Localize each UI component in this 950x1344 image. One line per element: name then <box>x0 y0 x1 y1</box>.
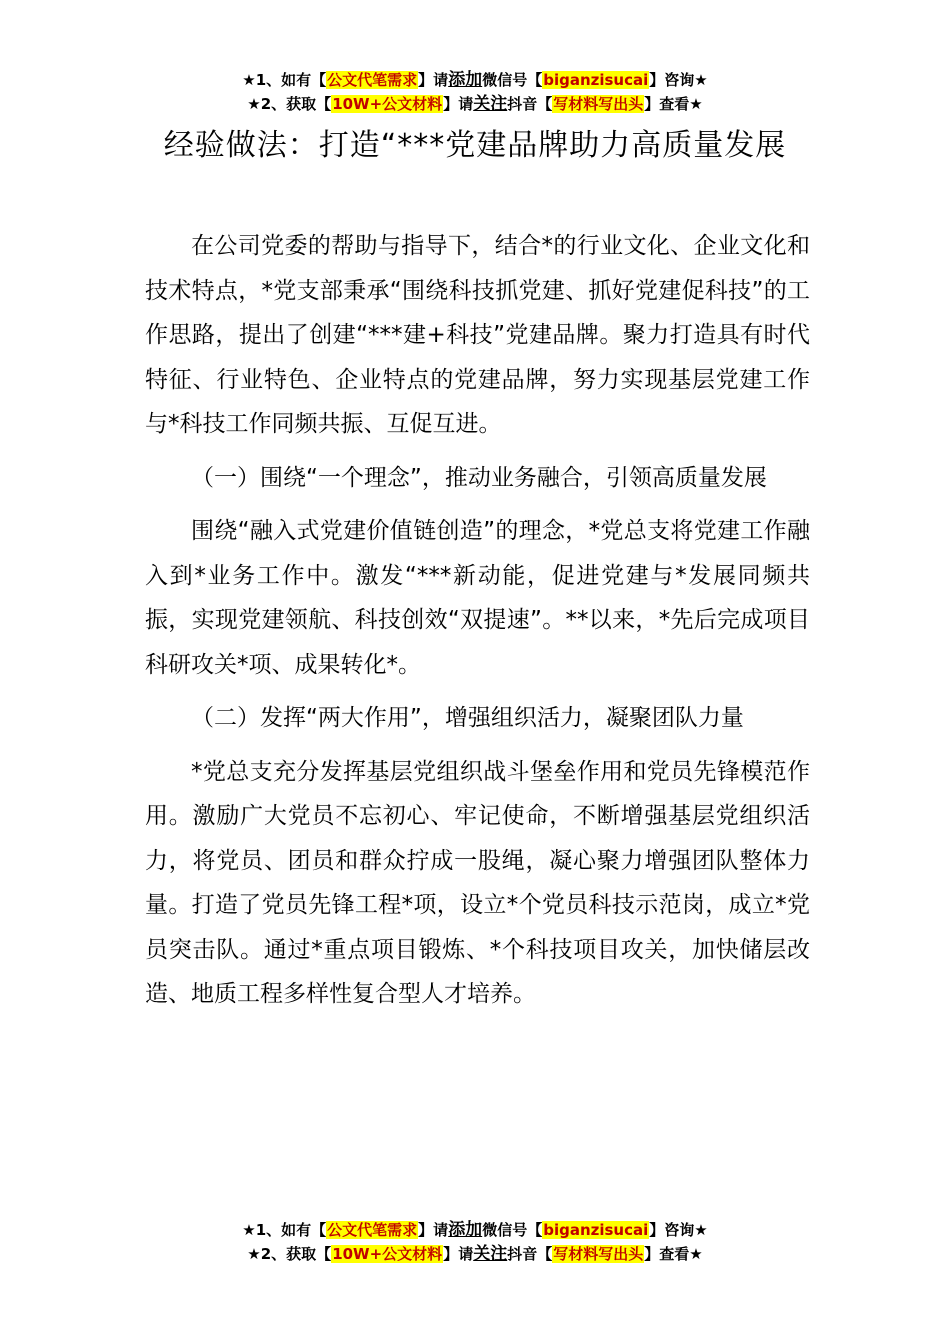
star-icon: ★ <box>694 1221 708 1239</box>
star-icon: ★ <box>694 71 708 89</box>
promo-text: 】查看 <box>644 95 690 113</box>
star-icon: ★ <box>689 95 703 113</box>
header-promo-banner <box>0 68 950 116</box>
body-paragraph: 围绕“融入式党建价值链创造”的理念，*党总支将党建工作融入到*业务工作中。激发“***新动能，促进党建与*发展同频共振，实现党建领航、科技创效“双提速”。**以来，*先后完成项目科研攻关*项、成果转化*。 <box>145 518 810 678</box>
promo-text: 微信号【 <box>482 1221 543 1239</box>
promo-emphasis-add: 添加 <box>448 70 483 90</box>
body-paragraph: *党总支充分发挥基层党组织战斗堡垒作用和党员先锋模范作用。激励广大党员不忘初心、牢记使命，不断增强基层党组织活力，将党员、团员和群众拧成一股绳，凝心聚力增强团队整体力量。打造了党员先锋工程*项，设立*个党员科技示范岗，成立*党员突击队。通过*重点项目锻炼、*个科技项目攻关，加快储层改造、地质工程多样性复合型人才培养。 <box>145 758 810 1007</box>
body-paragraph: 在公司党委的帮助与指导下，结合*的行业文化、企业文化和技术特点，*党支部秉承“围绕科技抓党建、抓好党建促科技”的工作思路，提出了创建“***建+科技”党建品牌。聚力打造具有时代特征、行业特色、企业特点的党建品牌，努力实现基层党建工作与*科技工作同频共振、互促互进。 <box>145 233 810 437</box>
promo-highlight-service: 公文代笔需求 <box>327 71 418 89</box>
promo-line-1 <box>0 68 950 92</box>
star-icon: ★ <box>247 1245 261 1263</box>
promo-text: 】咨询 <box>649 71 695 89</box>
section-heading-1: （一）围绕“一个理念”，推动业务融合，引领高质量发展 <box>191 464 767 491</box>
promo-highlight-wechat-id: biganzisucai <box>543 1221 649 1239</box>
promo-emphasis-add: 添加 <box>448 1220 483 1240</box>
promo-text: 】请 <box>418 71 449 89</box>
promo-text: 抖音【 <box>507 95 553 113</box>
promo-text: 1、如有【 <box>255 1221 327 1239</box>
footer-promo-banner <box>0 1218 950 1266</box>
promo-text: 1、如有【 <box>255 71 327 89</box>
promo-highlight-douyin: 写材料写出头 <box>553 1245 644 1263</box>
promo-line-1 <box>0 1218 950 1242</box>
promo-highlight-materials: 10W+公文材料 <box>332 1245 443 1263</box>
star-icon: ★ <box>242 1221 256 1239</box>
promo-highlight-douyin: 写材料写出头 <box>553 95 644 113</box>
promo-highlight-service: 公文代笔需求 <box>327 1221 418 1239</box>
promo-emphasis-follow: 关注 <box>473 1244 508 1264</box>
document-title: 经验做法：打造“***党建品牌助力高质量发展 <box>163 128 787 163</box>
promo-text: 】咨询 <box>649 1221 695 1239</box>
promo-text: 抖音【 <box>507 1245 553 1263</box>
promo-text: 】查看 <box>644 1245 690 1263</box>
promo-line-2 <box>0 92 950 116</box>
promo-highlight-materials: 10W+公文材料 <box>332 95 443 113</box>
star-icon: ★ <box>689 1245 703 1263</box>
promo-text: 】请 <box>443 95 474 113</box>
star-icon: ★ <box>247 95 261 113</box>
promo-emphasis-follow: 关注 <box>473 94 508 114</box>
star-icon: ★ <box>242 71 256 89</box>
section-heading-2: （二）发挥“两大作用”，增强组织活力，凝聚团队力量 <box>191 705 744 731</box>
promo-text: 2、获取【 <box>260 1245 332 1263</box>
promo-text: 】请 <box>443 1245 474 1263</box>
promo-line-2 <box>0 1242 950 1266</box>
promo-text: 2、获取【 <box>260 95 332 113</box>
promo-text: 】请 <box>418 1221 449 1239</box>
document-body <box>145 224 810 1026</box>
promo-highlight-wechat-id: biganzisucai <box>543 71 649 89</box>
promo-text: 微信号【 <box>482 71 543 89</box>
